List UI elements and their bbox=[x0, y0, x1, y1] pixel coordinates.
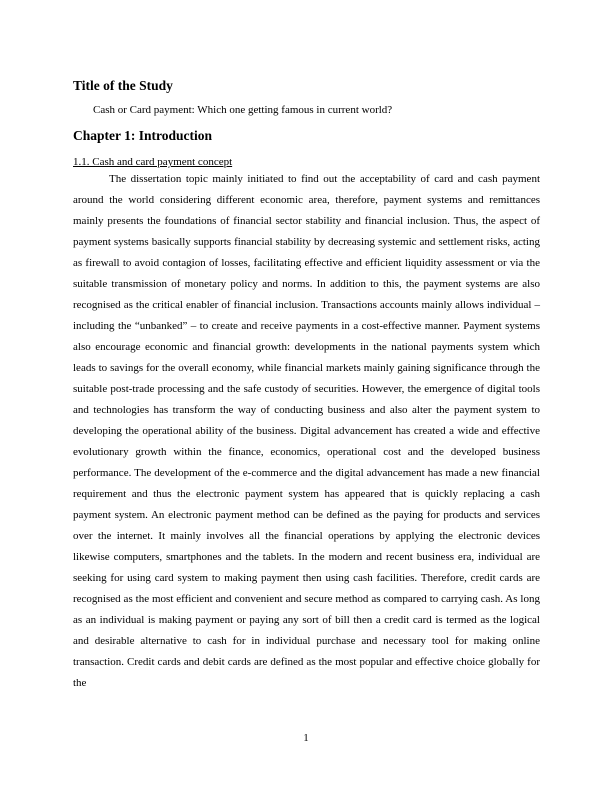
page-number: 1 bbox=[303, 732, 309, 744]
body-paragraph: The dissertation topic mainly initiated to find out the acceptability of card and cash payment around the world considering different economic area, therefore, payment systems and remittances mainly presents the foundations of financial sector stability and financial inclusion. Thus, the aspect of payment systems basically supports financial stability by decreasing systemic and settlement risks, acting as firewall to avoid contagion of losses, facilitating effective and efficient liquidity assessment or via the suitable transmission of monetary policy and norms. In addition to this, the payment systems are also recognised as the critical enabler of financial inclusion. Transactions accounts mainly allows individual – including the “unbanked” – to create and receive payments in a cost-effective manner. Payment systems also encourage economic and financial growth: developments in the national payments system which leads to savings for the overall economy, while financial markets mainly gaining significance through the suitable post-trade processing and the safe custody of securities. However, the emergence of digital tools and technologies has transform the way of conducting business and also alter the payment system to developing the operational ability of the business. Digital advancement has created a wide and effective evolutionary growth within the finance, economics, operational cost and the developed business performance. The development of the e-commerce and the digital advancement has made a new financial requirement and thus the electronic payment system has appeared that is quickly replacing a cash payment system. An electronic payment method can be defined as the paying for products and services over the internet. It mainly involves all the financial operations by applying the electronic devices likewise computers, smartphones and the tablets. In the modern and recent business era, individual are seeking for using card system to making payment then using cash facilities. Therefore, credit cards are recognised as the most efficient and convenient and secure method as compared to carrying cash. As long as an individual is making payment or paying any sort of bill then a credit card is termed as the logical and desirable alternative to cash for in individual purchase and necessary tool for making online transaction. Credit cards and debit cards are defined as the most popular and effective choice globally for the bbox=[73, 173, 540, 689]
study-title: Cash or Card payment: Which one getting famous in current world? bbox=[93, 104, 393, 116]
study-heading: Title of the Study bbox=[73, 78, 173, 93]
chapter-heading: Chapter 1: Introduction bbox=[73, 128, 213, 143]
section-heading: 1.1. Cash and card payment concept bbox=[73, 156, 233, 168]
page-content bbox=[73, 77, 540, 694]
